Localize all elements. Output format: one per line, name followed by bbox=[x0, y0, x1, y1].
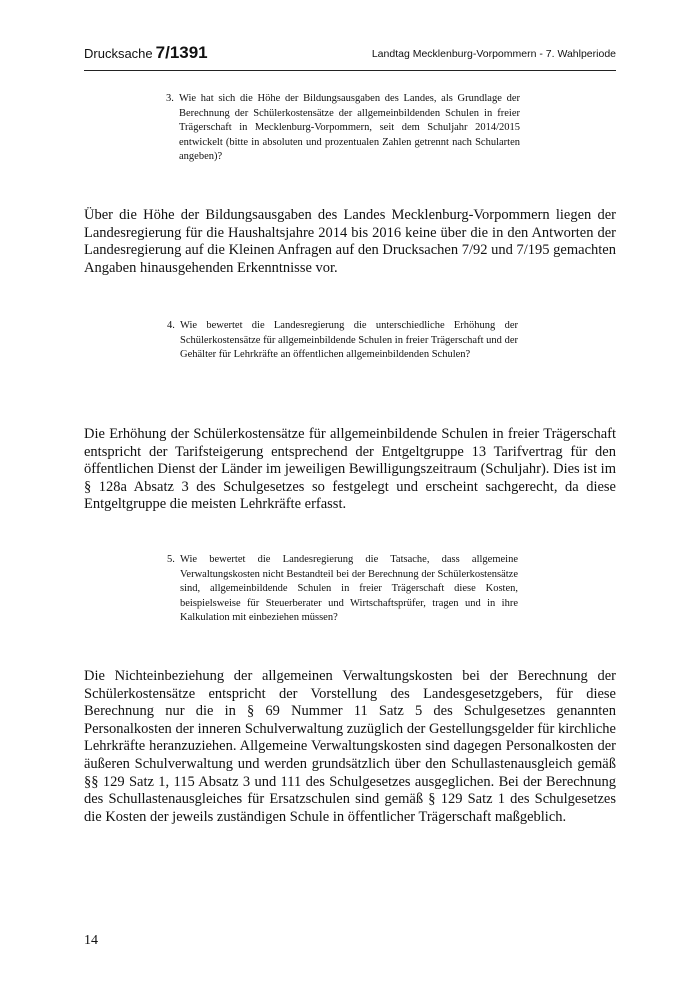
document-label: Drucksache bbox=[84, 46, 153, 61]
question-text: Wie hat sich die Höhe der Bildungsausgaben des Landes, als Grundlage der Berechnung der Schülerkostensätze der allgemeinbildenden Schulen in freier Trägerschaft in Mecklenburg-Vorpommern, seit dem Schuljahr 2014/2015 entwickelt (bitte in absoluten und prozentualen Zahlen getrennt nach Schularten angeben)? bbox=[179, 93, 520, 162]
question-text: Wie bewertet die Landesregierung die Tatsache, dass allgemeine Verwaltungskosten nicht Bestandteil bei der Berechnung der Schülerkostensätze sind, allgemeinbildende Schulen in freier Trägerschaft diese Kosten, beispielsweise für Steuerberater und Wirtschaftsprüfer, tragen und in ihre Kalkulation mit einbeziehen müssen? bbox=[180, 554, 518, 623]
answer-3: Über die Höhe der Bildungsausgaben des Landes Mecklenburg-Vorpommern liegen der Landesregierung für die Haushaltsjahre 2014 bis 2016 keine über die in den Antworten der Landesregierung auf die Kleinen Anfragen auf den Drucksachen 7/92 und 7/195 gemachten Angaben hinausgehenden Erkenntnisse vor. bbox=[84, 207, 616, 276]
page-header bbox=[84, 40, 616, 71]
question-number: 3. bbox=[166, 93, 174, 104]
question-text: Wie bewertet die Landesregierung die unterschiedliche Erhöhung der Schülerkostensätze für allgemeinbildende Schulen in freier Trägerschaft und der Gehälter für Lehrkräfte an öffentlichen allgemeinbildenden Schulen? bbox=[180, 320, 518, 360]
document-number bbox=[84, 43, 208, 63]
page-number: 14 bbox=[84, 933, 98, 948]
answer-5: Die Nichteinbeziehung der allgemeinen Verwaltungskosten bei der Berechnung der Schülerkostensätze entspricht der Vorstellung des Landesgesetzgebers, für diese Berechnung nur die in § 69 Nummer 11 Satz 5 des Schulgesetzes genannten Personalkosten der inneren Schulverwaltung zuzüglich der Gestellungsgelder für kirchliche Lehrkräfte heranzuziehen. Allgemeine Verwaltungskosten sind dagegen Personalkosten der äußeren Schulverwaltung und werden grundsätzlich über den Schullastenausgleich gemäß §§ 129 Satz 1, 115 Absatz 3 und 111 des Schulgesetzes ausgeglichen. Bei der Berechnung des Schullastenausgleiches für Ersatzschulen sind gemäß § 129 Satz 1 des Schulgesetzes die Kosten der jeweils zuständigen Schule in öffentlicher Trägerschaft maßgeblich. bbox=[84, 668, 616, 825]
question-number: 5. bbox=[167, 554, 175, 565]
document-number-value: 7/1391 bbox=[155, 43, 208, 62]
question-number: 4. bbox=[167, 320, 175, 331]
question-4 bbox=[167, 319, 518, 363]
question-5 bbox=[167, 553, 518, 626]
question-3 bbox=[166, 92, 520, 165]
answer-4: Die Erhöhung der Schülerkostensätze für allgemeinbildende Schulen in freier Trägerschaft entspricht der Tarifsteigerung entsprechend der Entgeltgruppe 13 Tarifvertrag für den öffentlichen Dienst der Länder im jeweiligen Bewilligungszeitraum (Schuljahr). Dies ist im § 128a Absatz 3 des Schulgesetzes so festgelegt und erscheint sachgerecht, da diese Entgeltgruppe die meisten Lehrkräfte erfasst. bbox=[84, 426, 616, 513]
parliament-title: Landtag Mecklenburg-Vorpommern - 7. Wahlperiode bbox=[371, 48, 616, 60]
